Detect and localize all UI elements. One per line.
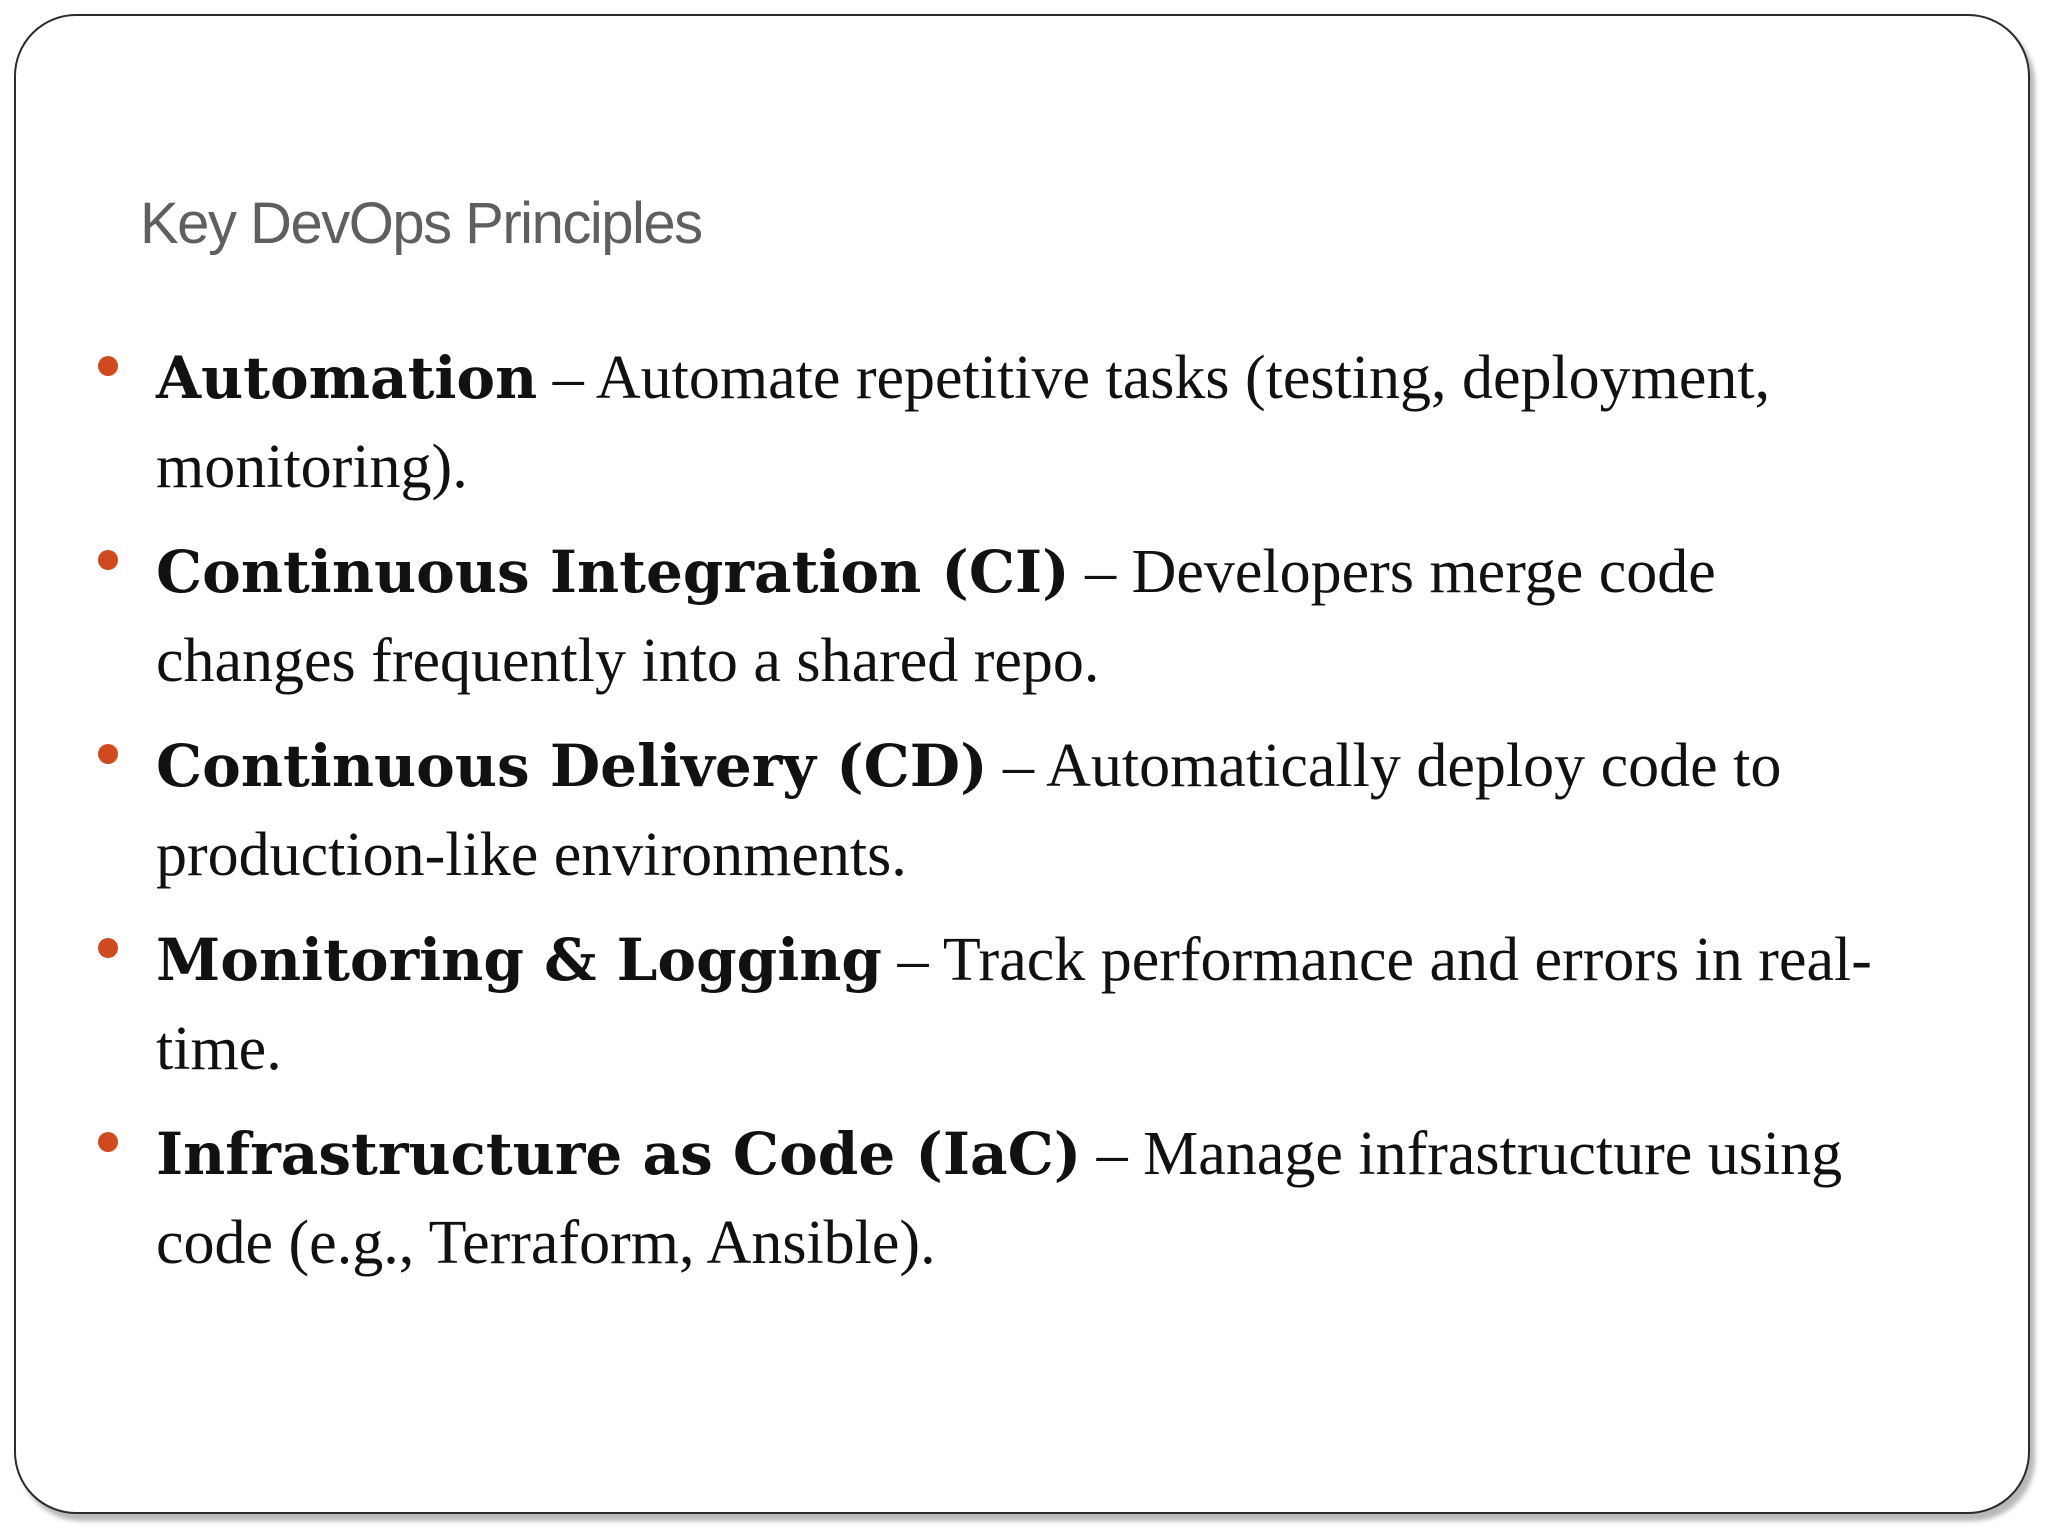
bullet-item-continuous-delivery	[96, 722, 1916, 900]
bullet-description: Automate repetitive tasks (testing, deployment, monitoring).	[156, 344, 1771, 501]
bullet-description: Automatically deploy code to production-like environments.	[156, 732, 1782, 889]
bullet-description: Manage infrastructure using code (e.g., Terraform, Ansible).	[156, 1120, 1843, 1277]
slide-frame	[14, 14, 2030, 1514]
bullet-item-monitoring-logging	[96, 916, 1916, 1094]
bullet-dot-icon	[98, 550, 118, 570]
bullet-item-continuous-integration	[96, 528, 1916, 706]
bullet-dot-icon	[98, 744, 118, 764]
bullet-term: Automation	[156, 344, 538, 412]
bullet-item-automation	[96, 334, 1916, 512]
bullet-term: Infrastructure as Code (IaC)	[156, 1120, 1082, 1188]
bullet-list	[96, 334, 1916, 1304]
bullet-dot-icon	[98, 938, 118, 958]
bullet-dot-icon	[98, 356, 118, 376]
bullet-separator: –	[1081, 1120, 1144, 1188]
bullet-separator: –	[537, 344, 596, 412]
bullet-item-infrastructure-as-code	[96, 1110, 1916, 1288]
bullet-term: Continuous Integration (CI)	[156, 538, 1070, 606]
slide-title: Key DevOps Principles	[140, 191, 702, 256]
bullet-term: Continuous Delivery (CD)	[156, 732, 988, 800]
bullet-dot-icon	[98, 1132, 118, 1152]
bullet-separator: –	[987, 732, 1047, 800]
bullet-term: Monitoring & Logging	[156, 926, 882, 994]
bullet-separator: –	[1069, 538, 1132, 606]
bullet-description: Developers merge code changes frequently into a shared repo.	[156, 538, 1716, 695]
bullet-description: Track performance and errors in real-time.	[156, 926, 1872, 1083]
bullet-separator: –	[881, 926, 943, 994]
